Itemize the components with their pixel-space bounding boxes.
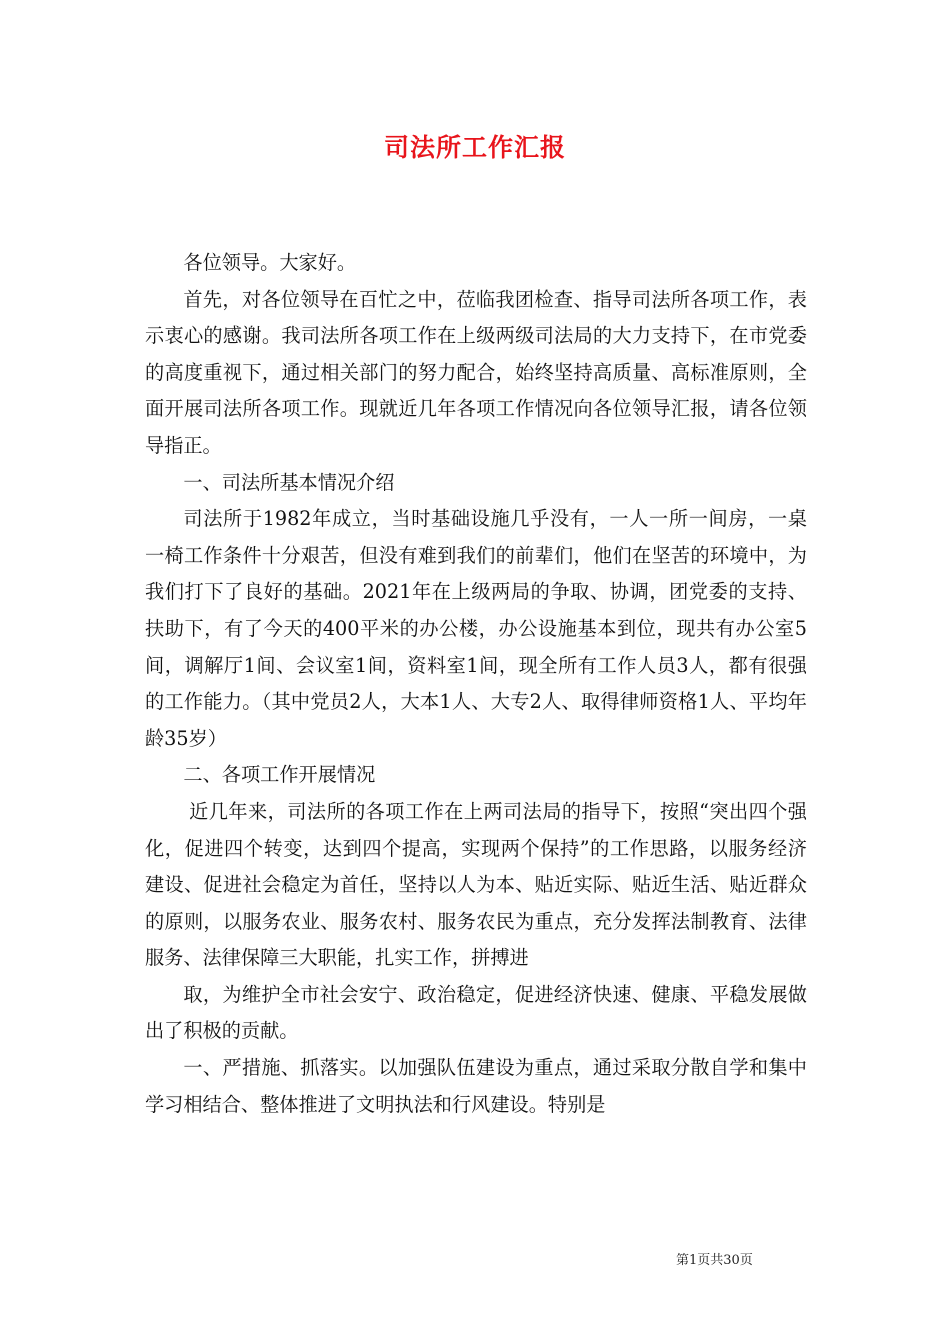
paragraph-work-progress: 近几年来，司法所的各项工作在上两司法局的指导下，按照“突出四个强化，促进四个转变，达到四个提高，实现两个保持”的工作思路，以服务经济建设、促进社会稳定为首任，坚持以人为本、贴近实际、贴近生活、贴近群众的原则，以服务农业、服务农村、服务农民为重点，充分发挥法制教育、法律服务、法律保障三大职能，扎实工作，拼搏进	[145, 799, 807, 970]
paragraph-greeting: 各位领导。大家好。	[183, 251, 357, 274]
section-heading-basic-info: 一、司法所基本情况介绍	[183, 470, 395, 494]
section-heading-work-progress: 二、各项工作开展情况	[183, 763, 376, 787]
paragraph-work-progress-continued: 取，为维护全市社会安宁、政治稳定，促进经济快速、健康、平稳发展做出了积极的贡献。	[145, 982, 807, 1043]
paragraph-basic-info: 司法所于1982年成立，当时基础设施几乎没有，一人一所一间房，一桌一椅工作条件十分艰苦，但没有难到我们的前辈们，他们在坚苦的环境中，为我们打下了良好的基础。2021年在上级两局的争取、协调，团党委的支持、扶助下，有了今天的400平米的办公楼，办公设施基本到位，现共有办公室5间，调解厅1间、会议室1间，资料室1间，现全所有工作人员3人，都有很强的工作能力。（其中党员2人，大本1人、大专2人、取得律师资格1人、平均年龄35岁）	[145, 507, 807, 750]
page-number: 第1页共30页	[676, 1253, 753, 1268]
paragraph-measures: 一、严措施、抓落实。以加强队伍建设为重点，通过采取分散自学和集中学习相结合、整体推进了文明执法和行风建设。特别是	[145, 1056, 807, 1116]
document-body	[145, 245, 807, 1123]
paragraph-intro: 首先，对各位领导在百忙之中，莅临我团检查、指导司法所各项工作，表示衷心的感谢。我司法所各项工作在上级两级司法局的大力支持下，在市党委的高度重视下，通过相关部门的努力配合，始终坚持高质量、高标准原则，全面开展司法所各项工作。现就近几年各项工作情况向各位领导汇报，请各位领导指正。	[145, 287, 807, 457]
document-title: 司法所工作汇报	[383, 133, 566, 162]
